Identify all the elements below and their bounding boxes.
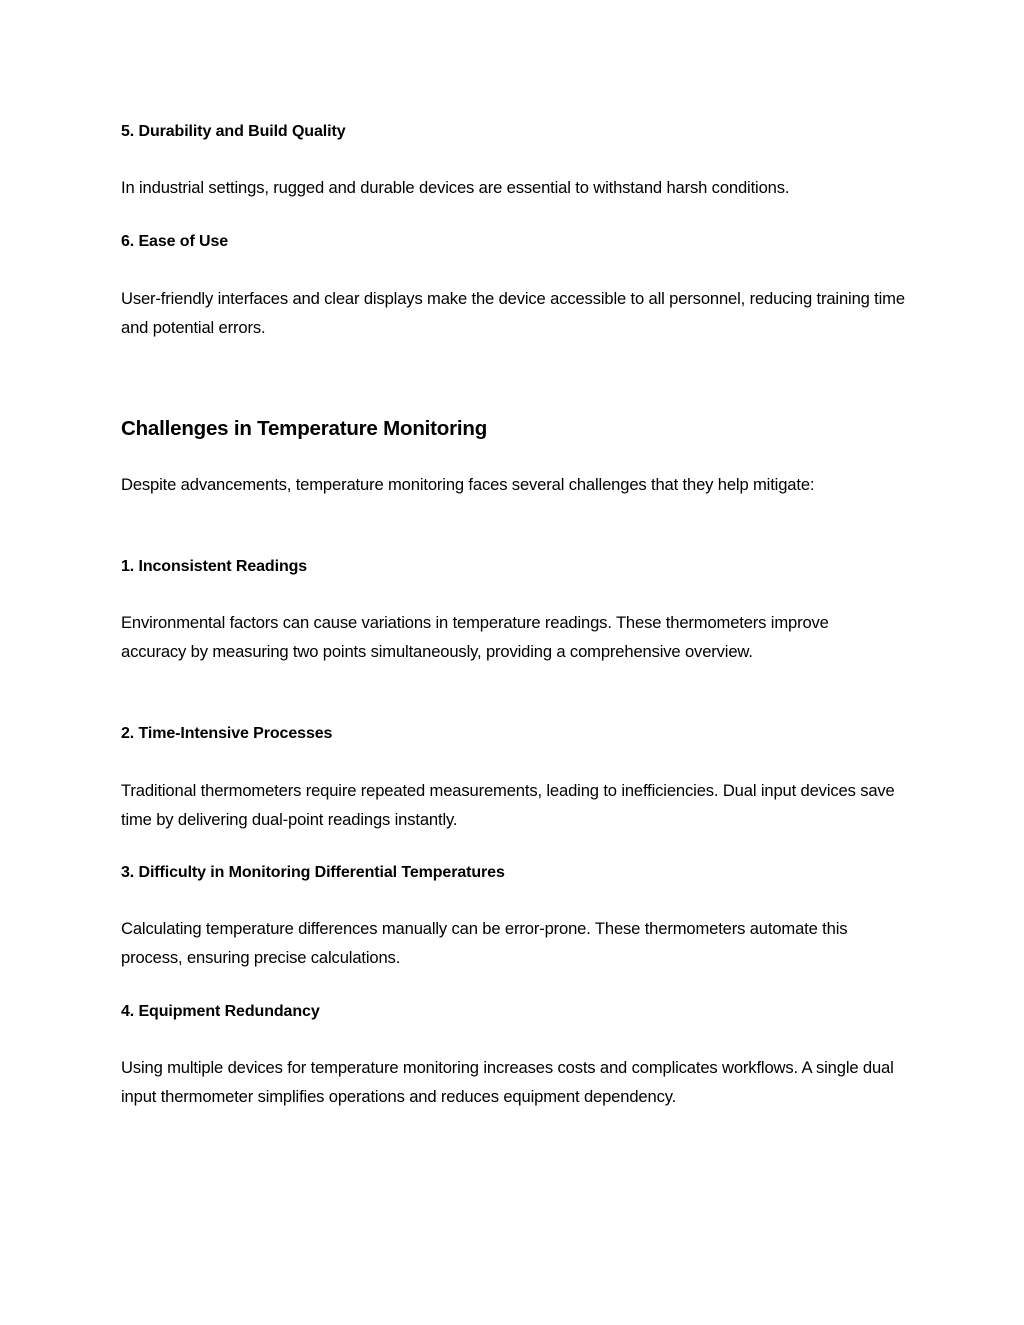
subheading-ease-of-use: 6. Ease of Use xyxy=(121,233,229,250)
paragraph-ease-of-use: User-friendly interfaces and clear displays make the device accessible to all personnel, reducing training time and potential errors. xyxy=(121,289,905,337)
section-title-challenges: Challenges in Temperature Monitoring xyxy=(121,417,488,440)
paragraph-equipment-redundancy: Using multiple devices for temperature monitoring increases costs and complicates workflows. A single dual input thermometer simplifies operations and reduces equipment dependency. xyxy=(121,1058,894,1106)
paragraph-challenges-intro: Despite advancements, temperature monitoring faces several challenges that they help mitigate: xyxy=(121,475,815,494)
paragraph-differential-temperatures: Calculating temperature differences manually can be error-prone. These thermometers automate this process, ensuring precise calculations. xyxy=(121,919,848,967)
subheading-equipment-redundancy: 4. Equipment Redundancy xyxy=(121,1003,320,1020)
paragraph-time-intensive: Traditional thermometers require repeated measurements, leading to inefficiencies. Dual input devices save time by delivering dual-point readings instantly. xyxy=(121,781,895,829)
paragraph-durability: In industrial settings, rugged and durable devices are essential to withstand harsh conditions. xyxy=(121,178,790,197)
subheading-inconsistent-readings: 1. Inconsistent Readings xyxy=(121,558,308,575)
subheading-durability: 5. Durability and Build Quality xyxy=(121,123,346,140)
paragraph-inconsistent-readings: Environmental factors can cause variations in temperature readings. These thermometers improve accuracy by measuring two points simultaneously, providing a comprehensive overview. xyxy=(121,613,829,661)
subheading-differential-temperatures: 3. Difficulty in Monitoring Differential Temperatures xyxy=(121,864,505,881)
subheading-time-intensive: 2. Time-Intensive Processes xyxy=(121,725,333,742)
